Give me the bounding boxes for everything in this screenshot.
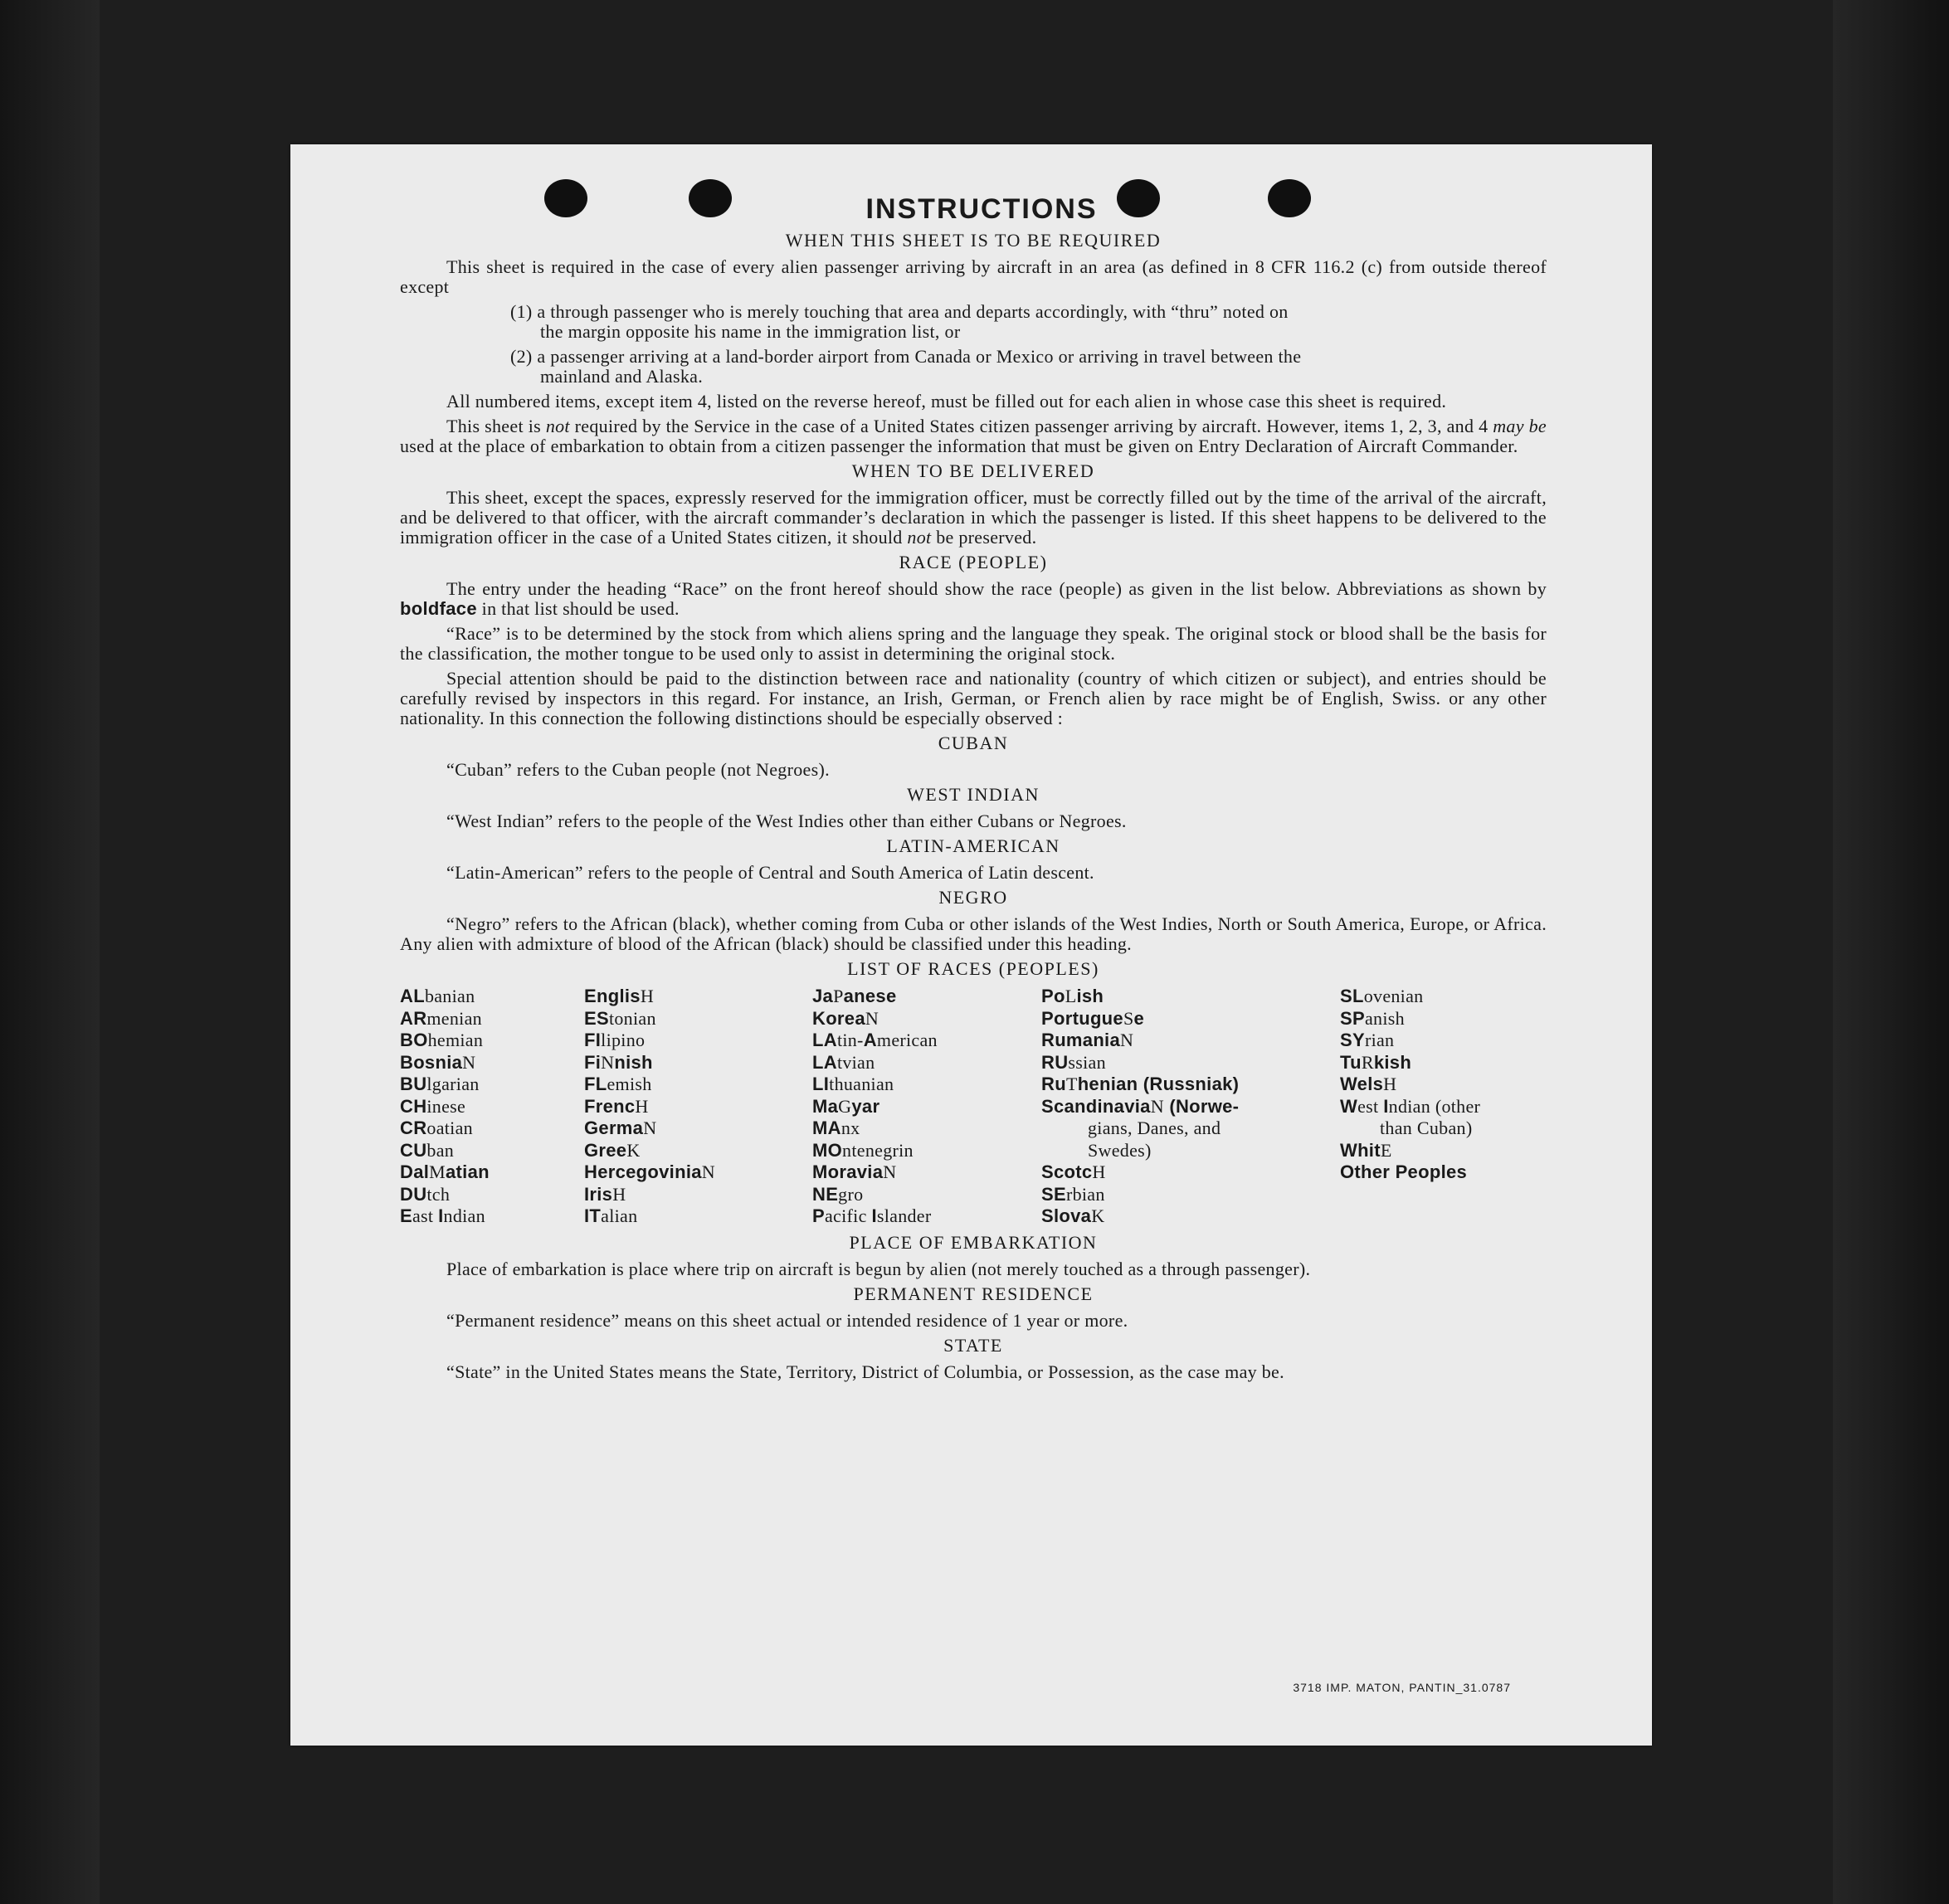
heading-embarkation: PLACE OF EMBARKATION	[849, 1231, 1098, 1253]
race-abbrev: LI	[812, 1074, 830, 1094]
race-abbrev: Bosnia	[400, 1051, 463, 1073]
race-abbrev: anese	[843, 986, 897, 1006]
race-abbrev: E	[400, 1205, 412, 1226]
race-rest: M	[429, 1161, 446, 1182]
race-entry	[400, 1052, 584, 1074]
heading-permanent-residence: PERMANENT RESIDENCE	[853, 1283, 1094, 1304]
race-entry	[400, 1118, 584, 1140]
race-abbrev: henian (Russniak)	[1077, 1074, 1240, 1094]
race-rest: N	[701, 1161, 715, 1182]
race-entry	[400, 1140, 584, 1162]
race-abbrev: e	[1133, 1007, 1145, 1029]
race-rest: est	[1357, 1095, 1384, 1117]
race-rest: H	[1092, 1161, 1106, 1182]
race-abbrev: NE	[812, 1183, 839, 1205]
paragraph-latin-american: “Latin-American” refers to the people of Central and South America of Latin descent.	[446, 862, 1094, 883]
race-rest: than Cuban)	[1380, 1118, 1473, 1138]
paragraph-exception-1	[512, 302, 1547, 342]
race-abbrev: Portugue	[1041, 1007, 1123, 1029]
race-entry	[1340, 1008, 1547, 1030]
race-abbrev: Rumania	[1041, 1030, 1121, 1050]
citizen-text-b: required by the Service in the case of a United States citizen passenger arriving by aircraft. However, items 1, 2, 3, and 4	[569, 416, 1493, 436]
race-entry	[400, 1074, 584, 1096]
race-abbrev: LA	[812, 1030, 837, 1050]
race-rest: H	[640, 986, 655, 1006]
race-entry	[400, 1008, 584, 1030]
race-rest: gro	[838, 1183, 864, 1205]
race-entry	[400, 1184, 584, 1206]
race-abbrev: Scandinavia	[1041, 1095, 1151, 1117]
race-abbrev: A	[863, 1030, 877, 1050]
exception-2-text: (2) a passenger arriving at a land-border airport from Canada or Mexico or arriving in travel between the	[510, 346, 1302, 367]
race-rest: lgarian	[426, 1074, 480, 1094]
race-abbrev: MO	[812, 1139, 843, 1161]
film-edge-right	[1833, 0, 1949, 1904]
race-entry	[400, 1205, 584, 1228]
race-abbrev: (Norwe-	[1163, 1095, 1240, 1117]
races-column-1	[400, 986, 584, 1228]
race-rest: K	[1091, 1205, 1105, 1226]
race-entry	[812, 1184, 1041, 1206]
paragraph-negro: “Negro” refers to the African (black), whether coming from Cuba or other islands of the West Indies, North or South America, Europe, or Africa. Any alien with admixture of blood of the African (black) should be classified under this heading.	[400, 913, 1547, 954]
paragraph-numbered-items: All numbered items, except item 4, listed on the reverse hereof, must be filled out for each alien in whose case this sheet is required.	[446, 391, 1447, 411]
race-abbrev: RU	[1041, 1051, 1069, 1073]
printer-code: 3718 IMP. MATON, PANTIN_31.0787	[1293, 1681, 1511, 1694]
race-rest: H	[1383, 1074, 1397, 1094]
race-rest: ntenegrin	[842, 1139, 914, 1161]
paragraph-race-2: “Race” is to be determined by the stock from which aliens spring and the language they speak. The original stock or blood shall be the basis for the classification, the mother tongue to be used only to assist in determining the original stock.	[400, 623, 1547, 664]
race-entry	[1041, 1140, 1340, 1162]
race-abbrev: Germa	[584, 1118, 644, 1138]
race-rest: slander	[876, 1205, 932, 1226]
race-abbrev: P	[812, 1205, 825, 1226]
race-entry	[1041, 1205, 1340, 1228]
race-abbrev: Ru	[1041, 1074, 1066, 1094]
race-entry	[1340, 1140, 1547, 1162]
race-abbrev: Frenc	[584, 1095, 636, 1117]
race-rest: N	[1120, 1030, 1134, 1050]
race-entry	[812, 1052, 1041, 1074]
heading-latin-american: LATIN-AMERICAN	[886, 835, 1060, 856]
race-entry	[812, 1140, 1041, 1162]
race-entry	[400, 986, 584, 1008]
race-rest: N	[643, 1118, 657, 1138]
race-entry	[1041, 1118, 1340, 1140]
race-entry	[1041, 1030, 1340, 1052]
race-abbrev: Ja	[812, 986, 834, 1006]
heading-state: STATE	[943, 1334, 1003, 1356]
race-entry	[584, 1118, 812, 1140]
delivered-text-not: not	[907, 527, 932, 548]
race-abbrev: Fi	[584, 1051, 602, 1073]
sheet-content	[400, 192, 1547, 1387]
race-abbrev: Dal	[400, 1161, 430, 1182]
paragraph-permanent-residence: “Permanent residence” means on this sheet actual or intended residence of 1 year or more.	[446, 1309, 1128, 1331]
citizen-text-a: This sheet is	[446, 416, 546, 436]
race-rest: tvian	[836, 1051, 875, 1073]
race-rest: S	[1123, 1007, 1134, 1029]
race-abbrev: atian	[446, 1161, 490, 1182]
race-abbrev: DU	[400, 1183, 427, 1205]
race-rest: tch	[426, 1183, 451, 1205]
race-abbrev: kish	[1373, 1051, 1412, 1073]
races-column-3	[812, 986, 1041, 1228]
race-entry	[584, 1052, 812, 1074]
race-abbrev: SY	[1340, 1030, 1365, 1050]
race-abbrev: Scotc	[1041, 1161, 1093, 1182]
race-rest: ndian	[443, 1205, 485, 1226]
race-rest: H	[635, 1095, 649, 1117]
race-abbrev: SL	[1340, 986, 1364, 1006]
races-list	[400, 986, 1547, 1228]
race-abbrev: I	[871, 1205, 877, 1226]
paragraph-embarkation: Place of embarkation is place where trip on aircraft is begun by alien (not merely touched as a through passenger).	[446, 1258, 1311, 1279]
race-abbrev: LA	[812, 1051, 837, 1073]
heading-list-of-races: LIST OF RACES (PEOPLES)	[847, 958, 1099, 979]
race-entry	[1340, 1074, 1547, 1096]
race-entry	[812, 1008, 1041, 1030]
paragraph-when-delivered	[400, 488, 1547, 548]
race-entry	[584, 1161, 812, 1184]
citizen-text-not: not	[545, 416, 570, 436]
race-abbrev: ES	[584, 1007, 609, 1029]
race-rest: H	[612, 1183, 626, 1205]
race-abbrev: Iris	[584, 1183, 613, 1205]
race-entry	[584, 1030, 812, 1052]
race-entry	[400, 1096, 584, 1118]
race-abbrev: Hercegovinia	[584, 1161, 702, 1182]
race-rest: rian	[1364, 1030, 1395, 1050]
race-rest: K	[626, 1139, 641, 1161]
race-entry	[1340, 986, 1547, 1008]
race-abbrev: IT	[584, 1205, 602, 1226]
race-entry	[584, 1008, 812, 1030]
race-text-b: in that list should be used.	[476, 598, 680, 619]
race-entry	[400, 1030, 584, 1052]
race-abbrev: Po	[1041, 986, 1065, 1006]
race-rest: R	[1361, 1051, 1374, 1073]
race-rest: G	[838, 1095, 852, 1117]
race-rest: P	[833, 986, 844, 1006]
race-abbrev: W	[1340, 1095, 1358, 1117]
page-title: INSTRUCTIONS	[865, 193, 1098, 225]
paragraph-citizen	[400, 416, 1547, 456]
paragraph-race-3: Special attention should be paid to the distinction between race and nationality (country of which citizen or subject), and entries should be carefully revised by inspectors in this regard. For instance, an Irish, German, or French alien by race might be of English, Swiss. or any other nationality. In this connection the following distinctions should be especially observed :	[400, 668, 1547, 728]
race-abbrev: CU	[400, 1139, 427, 1161]
race-entry	[584, 1184, 812, 1206]
paragraph-when-required-intro: This sheet is required in the case of every alien passenger arriving by aircraft in an area (as defined in 8 CFR 116.2 (c) from outside thereof except	[400, 256, 1547, 297]
race-entry	[1041, 1096, 1340, 1118]
race-entry	[1340, 1030, 1547, 1052]
race-rest: N	[601, 1051, 615, 1073]
race-rest: ndian (other	[1388, 1095, 1481, 1117]
race-rest: gians, Danes, and	[1088, 1118, 1221, 1138]
race-abbrev: AL	[400, 986, 425, 1006]
race-rest: T	[1065, 1074, 1078, 1094]
race-rest: nx	[841, 1118, 860, 1138]
race-abbrev: BO	[400, 1030, 428, 1050]
races-column-4	[1041, 986, 1340, 1228]
race-abbrev: FL	[584, 1074, 607, 1094]
race-rest: anish	[1364, 1007, 1405, 1029]
race-rest: banian	[424, 986, 475, 1006]
race-abbrev: yar	[851, 1095, 880, 1117]
race-text-a: The entry under the heading “Race” on the front hereof should show the race (people) as given in the list below. Abbreviations as shown by	[446, 578, 1547, 599]
race-entry	[584, 1096, 812, 1118]
race-rest: N	[462, 1051, 476, 1073]
race-rest: alian	[601, 1205, 638, 1226]
race-rest: emish	[607, 1074, 652, 1094]
race-entry	[1340, 1096, 1547, 1118]
race-entry	[812, 986, 1041, 1008]
race-rest: ssian	[1068, 1051, 1106, 1073]
race-entry	[1041, 1052, 1340, 1074]
race-rest: hemian	[427, 1030, 484, 1050]
race-abbrev: Englis	[584, 986, 641, 1006]
exception-1-text: (1) a through passenger who is merely touching that area and departs accordingly, with “thru” noted on	[510, 301, 1289, 322]
race-rest: N	[865, 1007, 879, 1029]
race-entry	[1041, 986, 1340, 1008]
race-abbrev: I	[438, 1205, 444, 1226]
heading-when-required: WHEN THIS SHEET IS TO BE REQUIRED	[785, 230, 1162, 251]
heading-west-indian: WEST INDIAN	[907, 784, 1040, 805]
race-entry	[812, 1074, 1041, 1096]
race-rest: thuanian	[829, 1074, 894, 1094]
heading-race: RACE (PEOPLE)	[899, 552, 1048, 572]
race-abbrev: MA	[812, 1118, 841, 1138]
race-abbrev: SE	[1041, 1183, 1066, 1205]
race-entry	[812, 1118, 1041, 1140]
exception-1-cont: the margin opposite his name in the immigration list, or	[540, 321, 961, 342]
race-abbrev: Ma	[812, 1095, 839, 1117]
citizen-text-c: used at the place of embarkation to obtain from a citizen passenger the information that must be given on Entry Declaration of Aircraft Commander.	[400, 436, 1518, 456]
heading-negro: NEGRO	[938, 887, 1008, 908]
instruction-sheet	[290, 144, 1652, 1746]
paragraph-cuban: “Cuban” refers to the Cuban people (not Negroes).	[446, 759, 830, 780]
paragraph-west-indian: “West Indian” refers to the people of the West Indies other than either Cubans or Negroes.	[446, 811, 1127, 831]
race-rest: tin-	[836, 1030, 864, 1050]
races-column-5	[1340, 986, 1547, 1228]
race-rest: acific	[824, 1205, 872, 1226]
exception-2-cont: mainland and Alaska.	[540, 366, 704, 387]
race-rest: N	[1150, 1095, 1164, 1117]
race-rest: merican	[876, 1030, 938, 1050]
race-rest: Swedes)	[1088, 1139, 1152, 1161]
race-entry	[400, 1161, 584, 1184]
race-rest: inese	[426, 1095, 466, 1117]
paragraph-race-1	[400, 579, 1547, 619]
race-entry	[812, 1161, 1041, 1184]
delivered-text-b: be preserved.	[931, 527, 1037, 548]
paragraph-exception-2	[512, 347, 1547, 387]
race-rest: ovenian	[1363, 986, 1424, 1006]
race-entry	[1041, 1008, 1340, 1030]
race-abbrev: Tu	[1340, 1051, 1362, 1073]
race-entry	[1340, 1052, 1547, 1074]
races-column-2	[584, 986, 812, 1228]
paragraph-state: “State” in the United States means the State, Territory, District of Columbia, or Possession, as the case may be.	[446, 1361, 1284, 1382]
race-abbrev: Moravia	[812, 1161, 884, 1182]
race-abbrev: Wels	[1340, 1074, 1384, 1094]
race-rest: tonian	[608, 1007, 656, 1029]
race-entry	[812, 1030, 1041, 1052]
race-abbrev: ish	[1076, 986, 1104, 1006]
film-edge-left	[0, 0, 100, 1904]
race-abbrev: Korea	[812, 1007, 865, 1029]
race-entry	[1340, 1161, 1547, 1184]
race-rest: menian	[426, 1007, 482, 1029]
race-rest: oatian	[426, 1118, 473, 1138]
race-abbrev: SP	[1340, 1007, 1365, 1029]
race-entry	[1041, 1161, 1340, 1184]
race-rest: E	[1380, 1139, 1392, 1161]
race-abbrev: Whit	[1340, 1139, 1381, 1161]
race-abbrev: FI	[584, 1030, 602, 1050]
race-entry	[812, 1205, 1041, 1228]
race-rest: L	[1065, 986, 1077, 1006]
race-entry	[1340, 1118, 1547, 1140]
race-abbrev: nish	[614, 1051, 653, 1073]
race-abbrev: CH	[400, 1095, 427, 1117]
race-entry	[812, 1096, 1041, 1118]
delivered-text-a: This sheet, except the spaces, expressly reserved for the immigration officer, must be correctly filled out by the time of the arrival of the aircraft, and be delivered to that officer, with the aircraft commander’s declaration in which the passenger is listed. If this sheet happens to be delivered to the immigration officer in the case of a United States citizen, it should	[400, 487, 1547, 548]
race-entry	[1041, 1074, 1340, 1096]
race-entry	[584, 1074, 812, 1096]
race-abbrev: AR	[400, 1007, 427, 1029]
citizen-text-maybe: may be	[1493, 416, 1547, 436]
race-rest: lipino	[601, 1030, 646, 1050]
race-entry	[584, 1140, 812, 1162]
race-text-boldface: boldface	[400, 598, 477, 619]
heading-when-delivered: WHEN TO BE DELIVERED	[851, 460, 1095, 481]
race-abbrev: Other Peoples	[1340, 1161, 1468, 1182]
heading-cuban: CUBAN	[938, 733, 1009, 753]
race-rest: ban	[426, 1139, 455, 1161]
race-abbrev: CR	[400, 1118, 427, 1138]
race-entry	[1041, 1184, 1340, 1206]
race-rest: ast	[412, 1205, 439, 1226]
race-rest: N	[883, 1161, 897, 1182]
race-abbrev: I	[1383, 1095, 1389, 1117]
race-entry	[584, 1205, 812, 1228]
race-entry	[584, 986, 812, 1008]
race-abbrev: Slova	[1041, 1205, 1092, 1226]
race-abbrev: BU	[400, 1074, 427, 1094]
race-rest: rbian	[1065, 1183, 1105, 1205]
race-abbrev: Gree	[584, 1139, 627, 1161]
